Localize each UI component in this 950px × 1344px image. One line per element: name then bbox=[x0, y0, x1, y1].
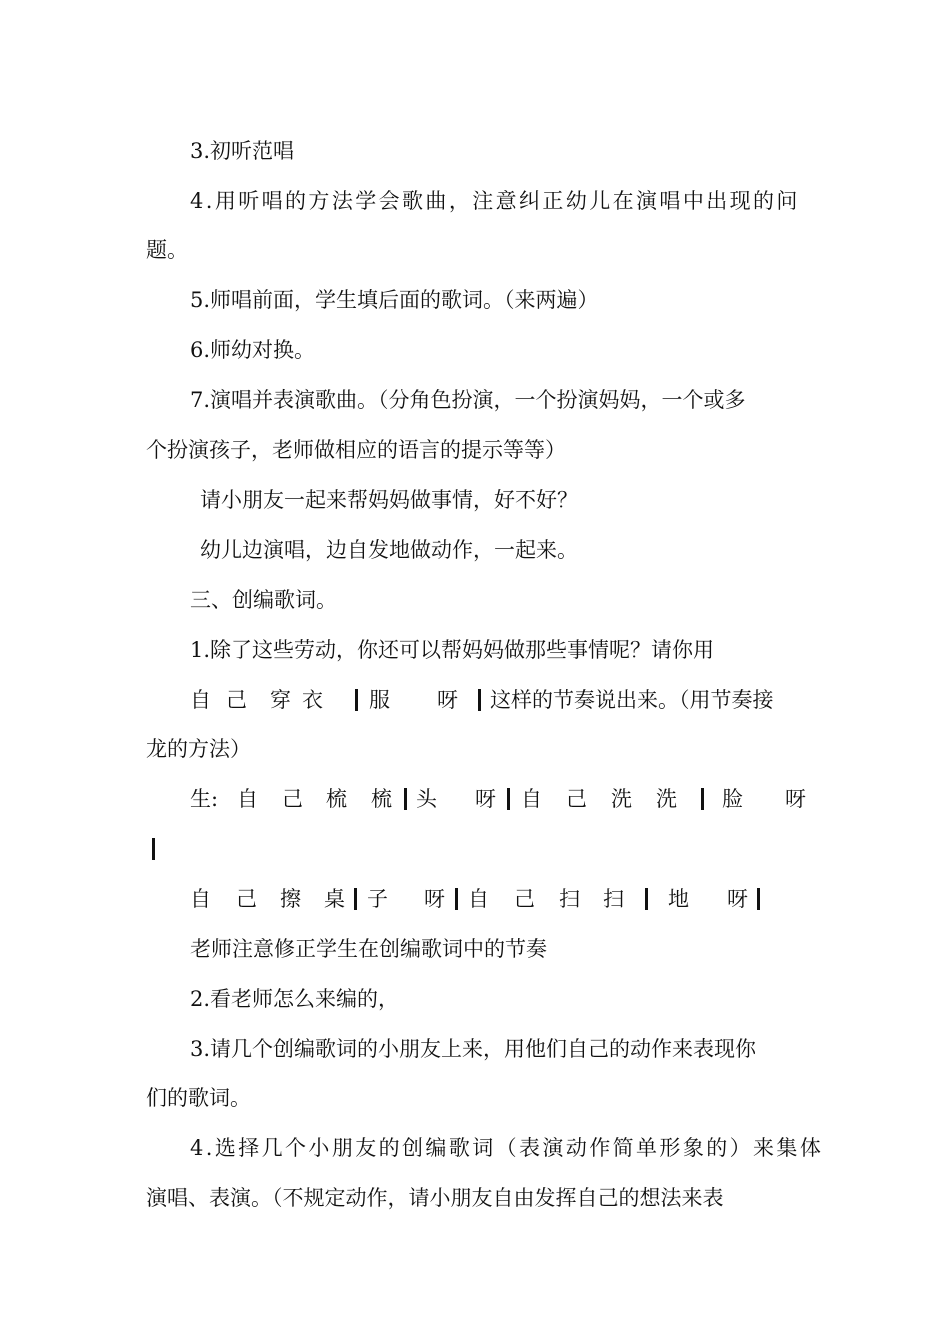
rhythm-word: 衣 bbox=[302, 688, 323, 712]
rhythm-tail-text: 这样的节奏说出来。（用节奏接 bbox=[490, 688, 774, 712]
item-3-continued: 们的歌词。 bbox=[146, 1086, 251, 1110]
rhythm-word: 头 bbox=[416, 787, 437, 811]
section-3-heading: 三、创编歌词。 bbox=[190, 588, 337, 612]
rhythm-word: 呀 bbox=[475, 787, 496, 811]
item-3-invite-children: 3.请几个创编歌词的小朋友上来，用他们自己的动作来表现你 bbox=[190, 1037, 757, 1061]
invitation-line: 请小朋友一起来帮妈妈做事情，好不好？ bbox=[200, 488, 578, 512]
rhythm-word: 洗 bbox=[611, 787, 632, 811]
rhythm-word: 自 bbox=[190, 688, 211, 712]
rhythm-word: 己 bbox=[236, 887, 257, 911]
rhythm-word: 自 bbox=[237, 787, 258, 811]
rhythm-example-continued: 龙的方法） bbox=[146, 737, 251, 761]
bar-line bbox=[645, 888, 648, 910]
rhythm-word: 穿 bbox=[270, 688, 291, 712]
rhythm-word: 子 bbox=[367, 887, 388, 911]
rhythm-word: 呀 bbox=[727, 887, 748, 911]
item-7-perform: 7.演唱并表演歌曲。（分角色扮演，一个扮演妈妈，一个或多 bbox=[190, 388, 746, 412]
bar-line bbox=[354, 888, 357, 910]
rhythm-word: 呀 bbox=[785, 787, 806, 811]
bar-line bbox=[507, 788, 510, 810]
rhythm-word: 自 bbox=[521, 787, 542, 811]
rhythm-word: 呀 bbox=[437, 688, 458, 712]
speaker-label: 生: bbox=[190, 787, 219, 811]
rhythm-example-line bbox=[0, 687, 950, 713]
bar-line bbox=[701, 788, 704, 810]
rhythm-word: 己 bbox=[566, 787, 587, 811]
item-6-swap: 6.师幼对换。 bbox=[190, 338, 316, 362]
rhythm-word: 扫 bbox=[603, 887, 624, 911]
rhythm-word: 桌 bbox=[324, 887, 345, 911]
rhythm-word: 梳 bbox=[326, 787, 347, 811]
item-3-first-listen: 3.初听范唱 bbox=[190, 139, 295, 163]
bar-line bbox=[757, 888, 760, 910]
rhythm-word: 己 bbox=[514, 887, 535, 911]
student-rhythm-line-1-end bbox=[0, 836, 950, 862]
rhythm-word: 自 bbox=[190, 887, 211, 911]
rhythm-word: 己 bbox=[282, 787, 303, 811]
rhythm-word: 呀 bbox=[424, 887, 445, 911]
rhythm-word: 梳 bbox=[371, 787, 392, 811]
children-perform-line: 幼儿边演唱，边自发地做动作，一起来。 bbox=[200, 538, 578, 562]
item-7-continued: 个扮演孩子，老师做相应的语言的提示等等） bbox=[146, 438, 566, 462]
rhythm-word: 擦 bbox=[280, 887, 301, 911]
rhythm-word: 洗 bbox=[656, 787, 677, 811]
rhythm-word: 扫 bbox=[559, 887, 580, 911]
bar-line bbox=[152, 838, 155, 860]
bar-line bbox=[404, 788, 407, 810]
rhythm-word: 地 bbox=[668, 887, 689, 911]
item-4-learn-song: 4.用听唱的方法学会歌曲，注意纠正幼儿在演唱中出现的问 bbox=[190, 189, 800, 213]
item-2-watch-teacher: 2.看老师怎么来编的， bbox=[190, 987, 400, 1011]
bar-line bbox=[455, 888, 458, 910]
rhythm-word: 自 bbox=[468, 887, 489, 911]
bar-line bbox=[478, 689, 481, 711]
item-4-continued: 题。 bbox=[146, 238, 188, 262]
student-rhythm-line-2 bbox=[0, 886, 950, 912]
teacher-note: 老师注意修正学生在创编歌词中的节奏 bbox=[190, 937, 547, 961]
item-4-lyrics-continued: 演唱、表演。（不规定动作，请小朋友自由发挥自己的想法来表 bbox=[146, 1186, 724, 1210]
rhythm-word: 己 bbox=[226, 688, 247, 712]
rhythm-word: 脸 bbox=[722, 787, 743, 811]
student-rhythm-line-1 bbox=[0, 786, 950, 812]
item-4-choose-lyrics: 4.选择几个小朋友的创编歌词（表演动作简单形象的）来集体 bbox=[190, 1136, 824, 1160]
rhythm-word: 服 bbox=[369, 688, 390, 712]
item-1-question: 1.除了这些劳动，你还可以帮妈妈做那些事情呢？请你用 bbox=[190, 638, 715, 662]
bar-line bbox=[355, 689, 358, 711]
item-5-teacher-sings: 5.师唱前面，学生填后面的歌词。（来两遍） bbox=[190, 288, 599, 312]
